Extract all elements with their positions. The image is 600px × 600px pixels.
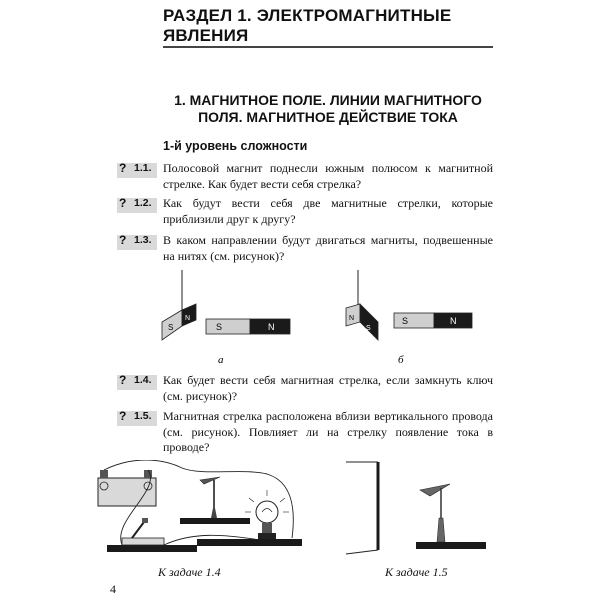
bar-magnet-b	[394, 313, 472, 328]
bar-a-left-label: S	[216, 322, 223, 332]
battery-icon	[98, 470, 156, 506]
question-1-4	[117, 373, 493, 409]
question-number: 1.5.	[134, 410, 152, 422]
question-text: Полосовой магнит поднесли южным полюсом к магнитной стрелке. Как будет вести себя стрелка?	[163, 161, 493, 191]
question-number: 1.2.	[134, 197, 152, 209]
bar-magnet-a	[206, 319, 290, 334]
question-mark-icon: ?	[119, 373, 127, 387]
question-number: 1.4.	[134, 374, 152, 386]
bar-a-right-label: N	[268, 322, 275, 332]
question-text: Как будут вести себя две магнитные стрелки, которые приблизили друг к другу?	[163, 196, 493, 226]
wire-bottom-lead	[346, 550, 378, 554]
question-number: 1.1.	[134, 162, 152, 174]
compass-needle-icon	[200, 477, 220, 518]
question-mark-icon: ?	[119, 196, 127, 210]
hung-pole-a-label: S	[168, 323, 174, 332]
question-text: Как будет вести себя магнитная стрелка, если замкнуть ключ (см. рисунок)?	[163, 373, 493, 403]
question-text: Магнитная стрелка расположена вблизи вертикального провода (см. рисунок). Повлияет ли на стрелку появление тока в проводе?	[163, 409, 493, 454]
board-left	[107, 545, 197, 552]
section-title: РАЗДЕЛ 1. ЭЛЕКТРОМАГНИТНЫЕ ЯВЛЕНИЯ	[163, 6, 452, 45]
section-rule	[163, 46, 493, 48]
hung-pole-a2-label: N	[185, 315, 191, 322]
hung-pole-b-label: N	[349, 315, 355, 322]
magnets-figure	[140, 270, 480, 370]
question-1-3	[117, 233, 493, 269]
chapter-title: 1. МАГНИТНОЕ ПОЛЕ. ЛИНИИ МАГНИТНОГО ПОЛЯ. МАГНИТНОЕ ДЕЙСТВИЕ ТОКА	[174, 92, 482, 125]
switch-key-icon	[122, 518, 164, 545]
hung-magnet-a	[162, 304, 196, 340]
wire-needle-figure	[338, 458, 498, 558]
question-mark-icon: ?	[119, 161, 127, 175]
caption-b: б	[398, 354, 404, 366]
question-mark-icon: ?	[119, 409, 127, 423]
circuit-figure	[92, 460, 307, 560]
bar-b-right-label: N	[450, 316, 457, 326]
question-1-2	[117, 196, 493, 232]
light-bulb-icon	[245, 490, 289, 539]
hung-pole-b2-label: S	[366, 325, 371, 332]
board-right	[197, 539, 302, 546]
bar-b-left-label: S	[402, 316, 409, 326]
question-1-1	[117, 161, 493, 197]
caption-a: а	[218, 354, 224, 366]
needle-board	[416, 542, 486, 549]
page-number: 4	[110, 582, 116, 596]
board-needle	[180, 518, 250, 524]
question-1-5	[117, 409, 493, 461]
question-number: 1.3.	[134, 234, 152, 246]
question-text: В каком направлении будут двигаться магниты, подвешенные на нитях (см. рисунок)?	[163, 233, 493, 263]
caption-fig-1-4: К задаче 1.4	[158, 565, 221, 579]
hung-magnet-b	[346, 304, 378, 340]
caption-fig-1-5: К задаче 1.5	[385, 565, 448, 579]
difficulty-level: 1-й уровень сложности	[163, 139, 308, 153]
question-mark-icon: ?	[119, 233, 127, 247]
compass-needle-icon	[420, 484, 450, 542]
